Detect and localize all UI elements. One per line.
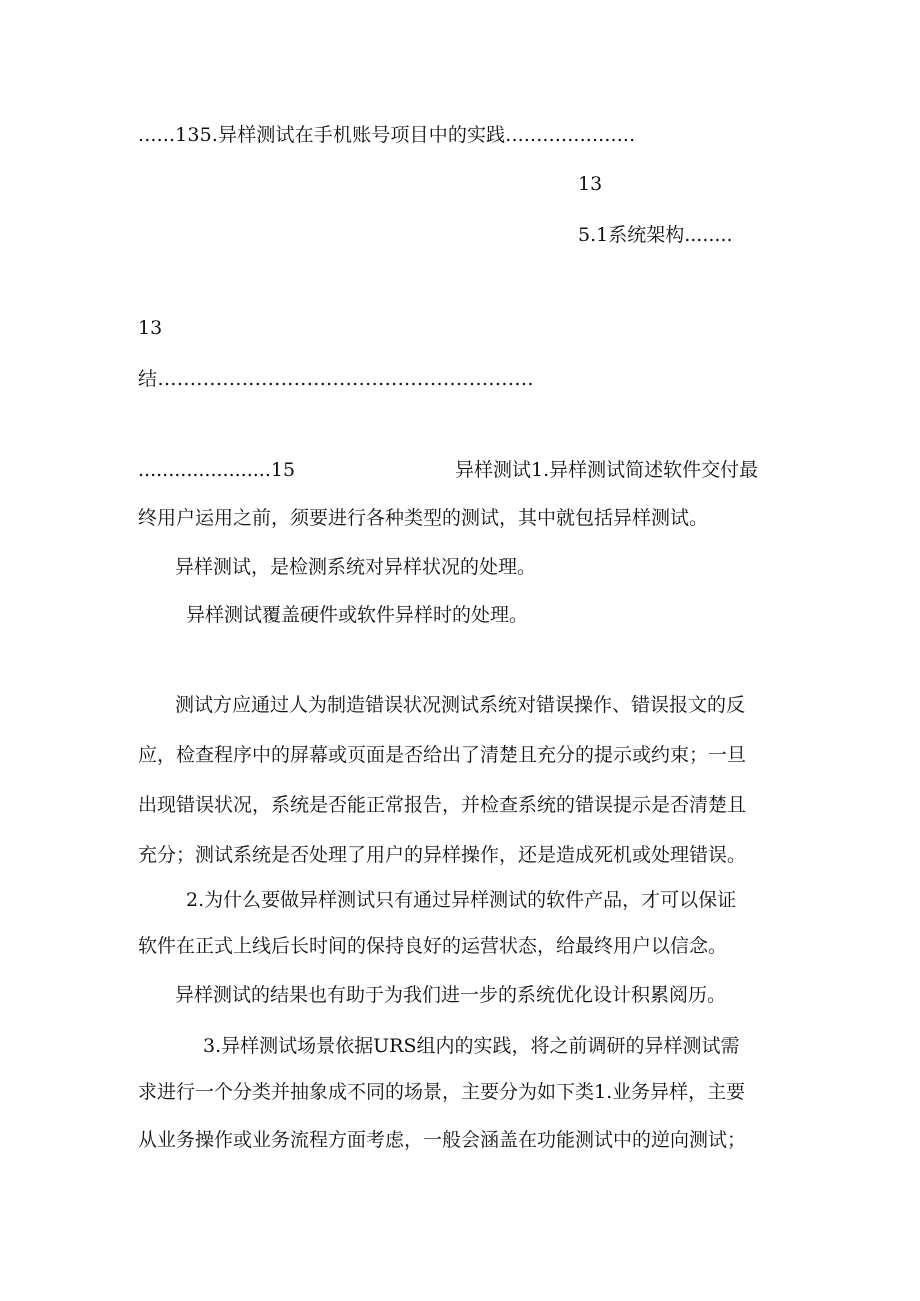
- paragraph-line: 应，检查程序中的屏幕或页面是否给出了清楚且充分的提示或约束；一旦: [138, 744, 747, 766]
- section-heading-1: 异样测试1.异样测试简述软件交付最: [455, 459, 759, 481]
- paragraph-line: 从业务操作或业务流程方面考虑，一般会涵盖在功能测试中的逆向测试；: [138, 1129, 747, 1151]
- paragraph: 异样测试，是检测系统对异样状况的处理。: [175, 556, 537, 578]
- paragraph-line: 软件在正式上线后长时间的保持良好的运营状态，给最终用户以信念。: [138, 935, 728, 957]
- toc-page-number: 13: [138, 317, 163, 339]
- section-heading-3: 3.异样测试场景依据URS组内的实践，将之前调研的异样测试需: [203, 1035, 740, 1057]
- toc-line-dots-15: ......................15: [138, 459, 296, 481]
- paragraph: 异样测试的结果也有助于为我们进一步的系统优化设计积累阅历。: [175, 984, 727, 1006]
- toc-line-5-1: 5.1系统架构........: [578, 224, 733, 246]
- paragraph-line: 出现错误状况，系统是否能正常报告，并检查系统的错误提示是否清楚且: [138, 794, 747, 816]
- toc-line-conclusion: 结..........................................................: [138, 368, 534, 390]
- paragraph: 异样测试覆盖硬件或软件异样时的处理。: [186, 604, 529, 626]
- toc-line-section-5: ......135.异样测试在手机账号项目中的实践.....................: [138, 124, 636, 146]
- paragraph-line: 终用户运用之前，须要进行各种类型的测试，其中就包括异样测试。: [138, 507, 709, 529]
- toc-page-number: 13: [578, 173, 603, 195]
- paragraph-line: 求进行一个分类并抽象成不同的场景，主要分为如下类1.业务异样，主要: [138, 1081, 746, 1103]
- paragraph-line: 测试方应通过人为制造错误状况测试系统对错误操作、错误报文的反: [175, 694, 746, 716]
- paragraph-line: 充分；测试系统是否处理了用户的异样操作，还是造成死机或处理错误。: [138, 844, 747, 866]
- section-heading-2: 2.为什么要做异样测试只有通过异样测试的软件产品，才可以保证: [186, 889, 737, 911]
